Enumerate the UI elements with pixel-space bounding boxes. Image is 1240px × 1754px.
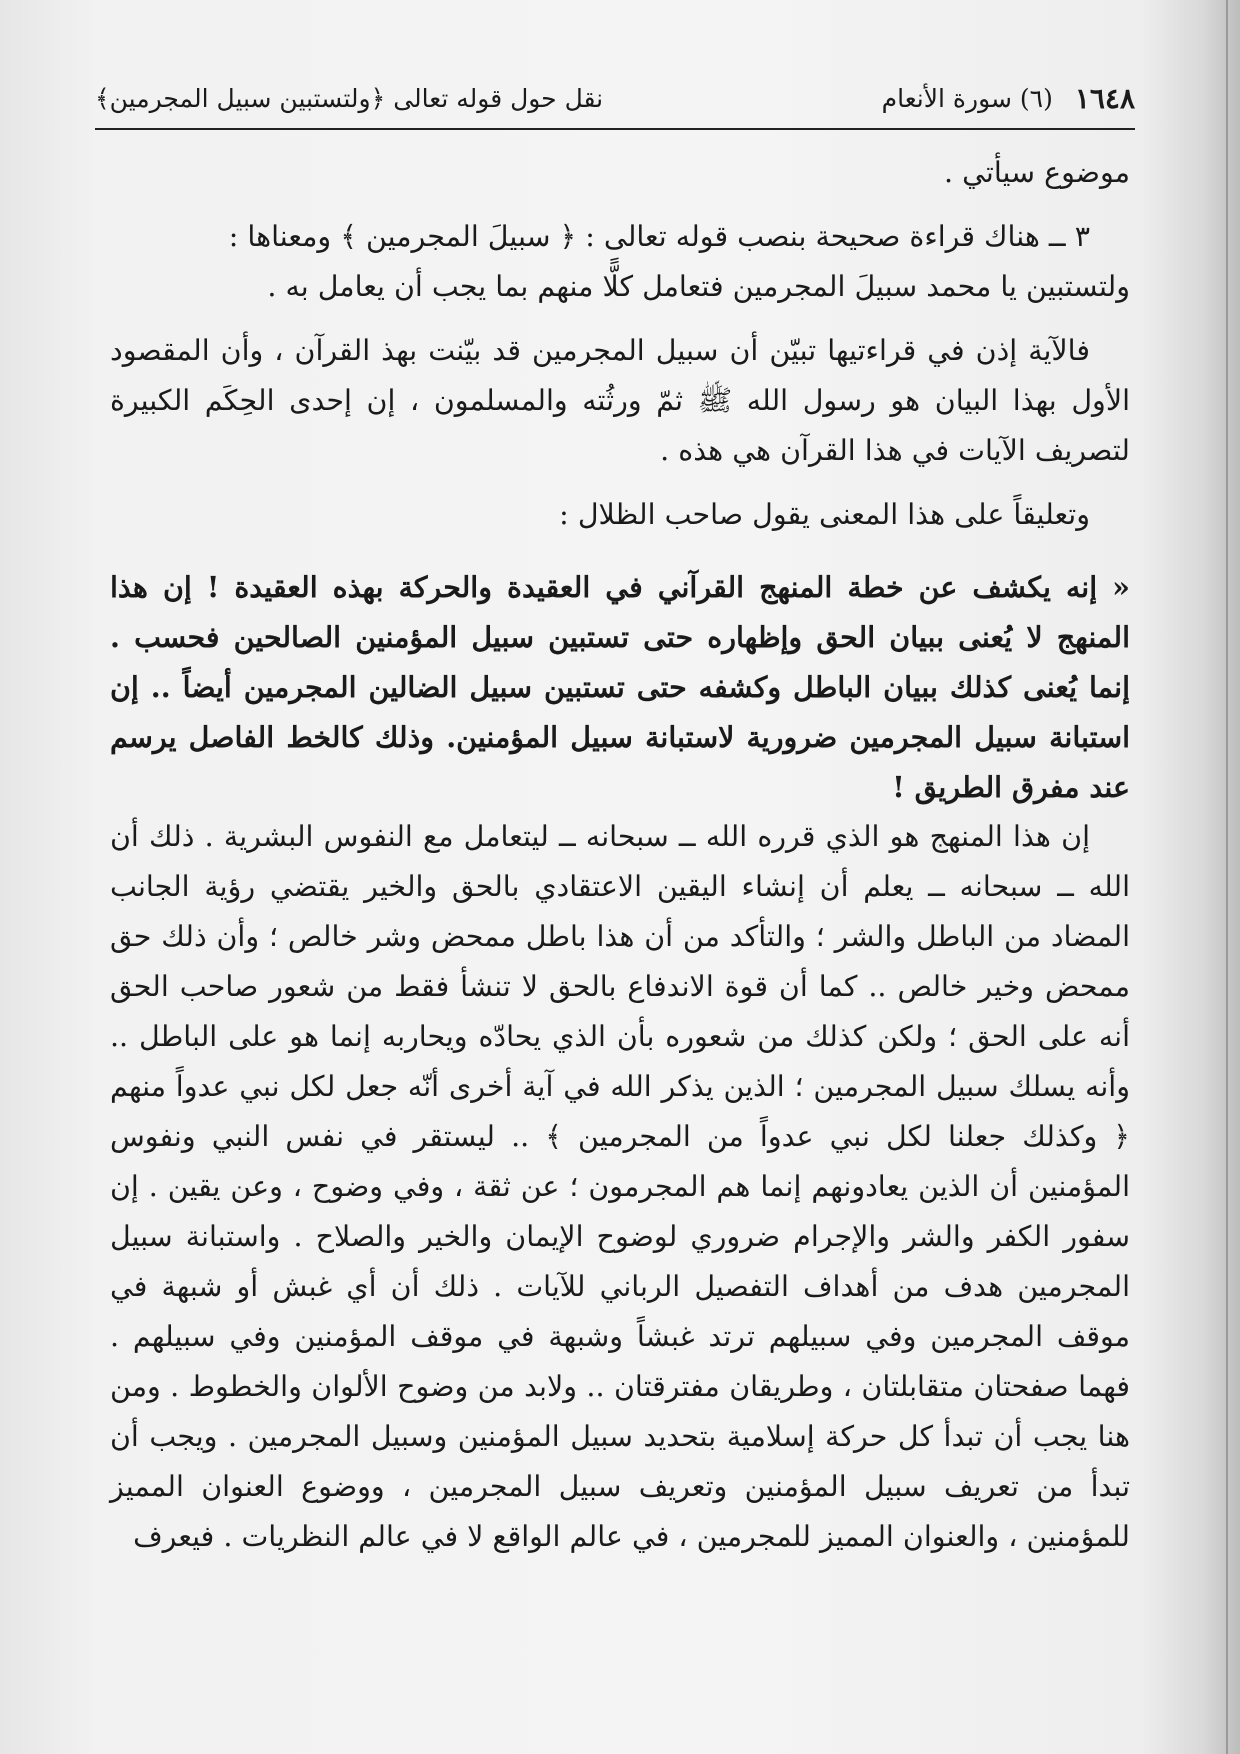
page-edge (1226, 0, 1228, 1754)
text-line: موضوع سيأتي . (944, 156, 1130, 189)
page-number: ١٦٤٨ (1074, 81, 1135, 115)
paragraph: وتعليقاً على هذا المعنى يقول صاحب الظلال : (559, 498, 1090, 531)
quotation-paragraph: إن هذا المنهج هو الذي قرره الله ــ سبحانه ــ ليتعامل مع النفوس البشرية . ذلك أن الله ــ سبحانه ــ يعلم أن إنشاء اليقين الاعتقادي بالحق والخير يقتضي رؤية الجانب المضاد من الباطل والشر ؛ والتأكد من أن هذا باطل ممحض وشر خالص ؛ وأن ذلك حق ممحض وخير خالص .. كما أن قوة الاندفاع بالحق لا تنشأ فقط من شعور صاحب الحق أنه على الحق ؛ ولكن كذلك من شعوره بأن الذي يحادّه ويحاربه إنما هو على الباطل .. وأنه يسلك سبيل المجرمين ؛ الذين يذكر الله في آية أخرى أنّه جعل لكل نبي عدواً منهم ﴿ وكذلك جعلنا لكل نبي عدواً من المجرمين ﴾ .. ليستقر في نفس النبي ونفوس المؤمنين أن الذين يعادونهم إنما هم المجرمون ؛ عن ثقة ، وفي وضوح ، وعن يقين . إن سفور الكفر والشر والإجرام ضروري لوضوح الإيمان والخير والصلاح . واستبانة سبيل المجرمين هدف من أهداف التفصيل الرباني للآيات . ذلك أن أي غبش أو شبهة في موقف المجرمين وفي سبيلهم ترتد غبشاً وشبهة في موقف المؤمنين وفي سبيلهم . فهما صفحتان متقابلتان ، وطريقان مفترقتان .. ولابد من وضوح الألوان والخطوط . ومن هنا يجب أن تبدأ كل حركة إسلامية بتحديد سبيل المؤمنين وسبيل المجرمين . ويجب أن تبدأ من تعريف سبيل المؤمنين وتعريف سبيل المجرمين ، ووضوع العنوان المميز للمؤمنين ، والعنوان المميز للمجرمين ، في عالم الواقع لا في عالم النظريات . فيعرف (110, 820, 1130, 1553)
header-right (882, 82, 1135, 115)
quotation-paragraph: « إنه يكشف عن خطة المنهج القرآني في العقيدة والحركة بهذه العقيدة ! إن هذا المنهج لا يُعنى ببيان الحق وإظهاره حتى تستبين سبيل المؤمنين الصالحين فحسب . إنما يُعنى كذلك ببيان الباطل وكشفه حتى تستبين سبيل الضالين المجرمين أيضاً .. إن استبانة سبيل المجرمين ضرورية لاستبانة سبيل المؤمنين. وذلك كالخط الفاصل يرسم عند مفرق الطريق ! (110, 570, 1130, 804)
running-header (95, 70, 1135, 126)
main-text (110, 148, 1130, 1562)
surah-label: (٦) سورة الأنعام (881, 83, 1053, 113)
section-title: نقل حول قوله تعالى ﴿ولتستبين سبيل المجرمين﴾ (95, 83, 604, 113)
paragraph-point-3-line2: ولتستبين يا محمد سبيلَ المجرمين فتعامل كلًّا منهم بما يجب أن يعامل به . (267, 270, 1130, 303)
paragraph-point-3-line1: ٣ ــ هناك قراءة صحيحة بنصب قوله تعالى : ﴿ سبيلَ المجرمين ﴾ ومعناها : (228, 220, 1090, 253)
paragraph: فالآية إذن في قراءتيها تبيّن أن سبيل المجرمين قد بيّنت بهذ القرآن ، وأن المقصود الأول بهذا البيان هو رسول الله ﷺ ثمّ ورثُته والمسلمون ، إن إحدى الحِكَم الكبيرة لتصريف الآيات في هذا القرآن هي هذه . (110, 334, 1130, 467)
header-rule (95, 128, 1135, 130)
